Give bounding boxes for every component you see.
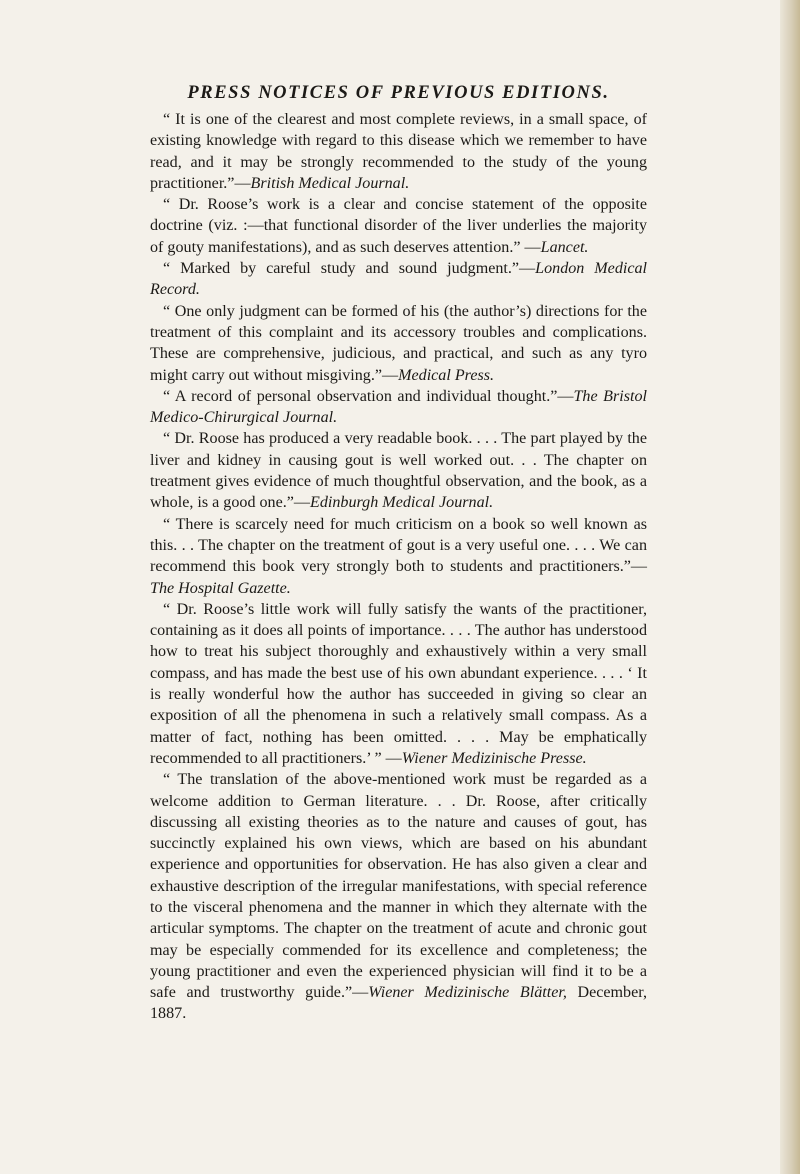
notice-source: Lancet. xyxy=(540,238,589,256)
notice-quote: “ One only judgment can be formed of his (the author’s) directions for the treatment of this complaint and its accessory troubles and complications. These are comprehensive, judicious, and practical, and such as any tyro might carry out without misgiving.”— xyxy=(150,302,647,384)
press-notice xyxy=(150,258,647,301)
notice-source: The Hospital Gazette. xyxy=(150,579,291,597)
notice-quote: “ Dr. Roose’s little work will fully satisfy the wants of the practitioner, containing as it does all points of importance. . . . The author has understood how to treat his subject thoroughly and exhaustively within a very small compass, and has made the best use of his own abundant experience. . . . ‘ It is really wonderful how the author has succeeded in giving so clear an exposition of all the phenomena in such a relatively small compass. As a matter of fact, nothing has been omitted. . . . May be emphatically recommended to all practitioners.’ ” — xyxy=(150,600,647,767)
notice-date: December, 1887. xyxy=(150,984,647,1023)
notice-source: The Bristol Medico-Chirurgical Journal. xyxy=(150,387,647,427)
notice-quote: “ Marked by careful study and sound judgment.”— xyxy=(163,260,536,278)
press-notice xyxy=(150,599,647,769)
notice-quote: “ Dr. Roose has produced a very readable book. . . . The part played by the liver and kidney in causing gout is well worked out. . . The chapter on treatment gives evidence of much thoughtful observation, and the book, as a whole, is a good one.”— xyxy=(150,430,647,512)
press-notice xyxy=(150,194,647,258)
notice-source: Wiener Medizinische Blätter, xyxy=(368,984,567,1002)
press-notice xyxy=(150,109,647,194)
press-notice xyxy=(150,386,647,429)
notice-source: Wiener Medizinische Presse. xyxy=(401,749,587,767)
press-notice xyxy=(150,514,647,599)
notice-source: British Medical Journal. xyxy=(250,174,410,192)
press-notice xyxy=(150,301,647,386)
notice-source: Edinburgh Medical Journal. xyxy=(310,494,494,512)
notice-quote: “ Dr. Roose’s work is a clear and concise statement of the opposite doctrine (viz. :—that functional disorder of the liver underlies the majority of gouty manifestations), and as such deserves attention.” — xyxy=(150,196,647,256)
notice-quote: “ There is scarcely need for much criticism on a book so well known as this. . . The chapter on the treatment of gout is a very useful one. . . . We can recommend this book very strongly both to students and practitioners.”— xyxy=(150,515,647,576)
press-notice xyxy=(150,769,647,1025)
press-notice xyxy=(150,428,647,513)
notice-quote: “ The translation of the above-mentioned work must be regarded as a welcome addition to German literature. . . Dr. Roose, after critically discussing all existing theories as to the nature and causes of gout, has succinctly explained his own views, which are based on his abundant experience and opportunities for observation. He has also given a clear and exhaustive description of the irregular manifestations, with special reference to the visceral phenomena and the manner in which they alternate with the articular symptoms. The chapter on the treatment of acute and chronic gout may be especially commended for its excellence and completeness; the young practitioner and even the experienced physician will find it to be a safe and trustworthy guide.”— xyxy=(150,771,647,1002)
notice-source: Medical Press. xyxy=(398,366,495,384)
notice-quote: “ It is one of the clearest and most complete reviews, in a small space, of existing knowledge with regard to this disease which we remember to have read, and it may be strongly recommended to the study of the young practitioner.”— xyxy=(150,111,647,192)
notice-source: London Medical Record. xyxy=(150,260,648,299)
page-edge-shadow xyxy=(780,0,800,1174)
page-heading: PRESS NOTICES OF PREVIOUS EDITIONS. xyxy=(187,83,610,103)
notice-quote: “ A record of personal observation and individual thought.”— xyxy=(163,387,574,405)
press-notices-page xyxy=(150,82,647,1025)
